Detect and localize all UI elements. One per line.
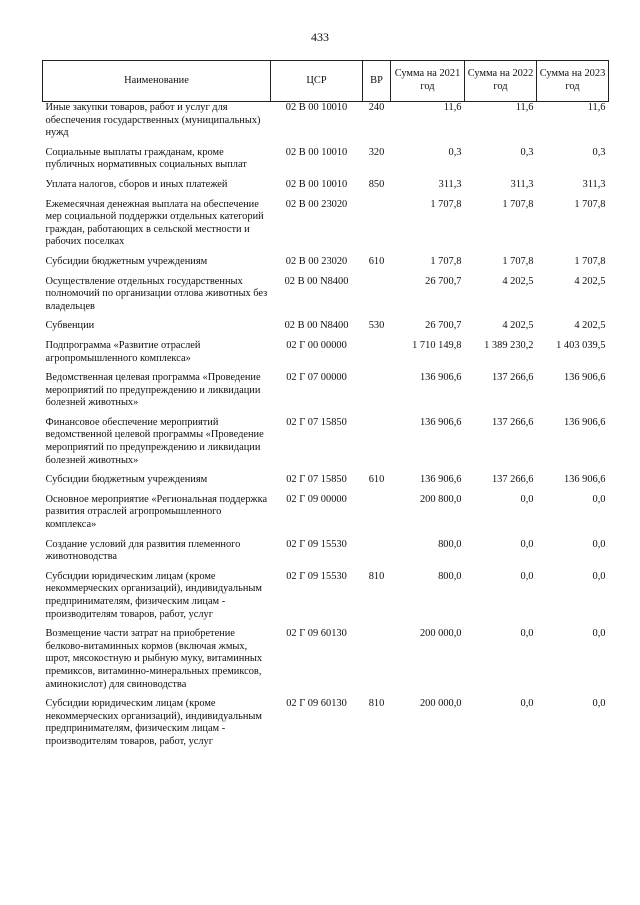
row-sum-2022: 0,0: [520, 538, 534, 550]
row-sum-2021: 200 000,0: [419, 698, 462, 710]
row-sum-2022: 11,6: [515, 102, 534, 113]
table-row: [43, 320, 609, 340]
row-name: Возмещение части затрат на приобретение белково-витаминных кормов (включая жмых, шрот, мясокостную и рыбную муку, витаминных премиксов, витаминно-минеральных премиксов, аминокислот) для свиноводства: [45, 628, 263, 690]
row-sum-2023: 136 906,6: [563, 372, 606, 384]
row-sum-2023: 0,0: [592, 698, 606, 710]
row-sum-2023: 0,0: [592, 493, 606, 505]
header-sum-2023: Сумма на 2023 год: [537, 61, 609, 102]
row-sum-2023: 4 202,5: [574, 320, 606, 332]
row-sum-2023: 11,6: [587, 102, 606, 113]
row-name: Осуществление отдельных государственных полномочий по организации отлова животных без владельцев: [45, 275, 268, 312]
row-vr: [363, 417, 391, 474]
row-sum-2021: 136 906,6: [419, 372, 462, 384]
table-row: [43, 179, 609, 199]
row-sum-2023: 136 906,6: [563, 416, 606, 428]
row-vr: 240: [368, 102, 385, 113]
row-name: Уплата налогов, сборов и иных платежей: [45, 178, 228, 190]
table-row: [43, 628, 609, 698]
header-csr: ЦСР: [271, 61, 363, 102]
row-sum-2022: 1 389 230,2: [484, 339, 534, 351]
row-sum-2021: 26 700,7: [425, 275, 462, 287]
table-row: [43, 372, 609, 417]
row-name: Финансовое обеспечение мероприятий ведомственной целевой программы «Проведение мероприятий по предупреждению и ликвидации болезней животных»: [45, 416, 264, 466]
row-vr: [363, 199, 391, 256]
row-name: Субсидии бюджетным учреждениям: [45, 474, 208, 486]
row-sum-2022: 137 266,6: [491, 416, 534, 428]
row-name: Субсидии юридическим лицам (кроме некоммерческих организаций), индивидуальным предпринимателям, физическим лицам - производителям товаров, работ, услуг: [45, 698, 262, 747]
row-vr: 810: [368, 570, 385, 582]
row-sum-2023: 311,3: [582, 178, 606, 190]
row-vr: [363, 539, 391, 571]
row-name: Ежемесячная денежная выплата на обеспечение мер социальной поддержки отдельных категорий граждан, работающих в сельской местности и рабочих поселках: [45, 198, 264, 248]
row-name: Социальные выплаты гражданам, кроме публичных нормативных социальных выплат: [45, 146, 247, 171]
row-csr: 02 Г 09 00000: [286, 493, 347, 505]
table-row: [43, 494, 609, 539]
row-sum-2021: 800,0: [438, 570, 462, 582]
row-csr: 02 В 00 N8400: [284, 320, 349, 332]
row-vr: [363, 276, 391, 321]
row-sum-2022: 4 202,5: [502, 320, 534, 332]
row-csr: 02 Г 07 15850: [286, 474, 347, 486]
row-csr: 02 В 00 23020: [285, 198, 348, 210]
row-csr: 02 Г 09 60130: [286, 698, 347, 710]
table-row: [43, 256, 609, 276]
row-sum-2022: 0,0: [520, 628, 534, 640]
row-vr: 610: [368, 255, 385, 267]
row-sum-2023: 0,3: [592, 146, 606, 158]
row-name: Основное мероприятие «Региональная поддержка развития отраслей агропромышленного комплекса»: [45, 493, 268, 531]
row-sum-2021: 136 906,6: [419, 416, 462, 428]
header-sum-2021: Сумма на 2021 год: [391, 61, 465, 102]
row-name: Ведомственная целевая программа «Проведение мероприятий по предупреждению и ликвидации болезней животных»: [45, 372, 261, 409]
header-vr: ВР: [363, 61, 391, 102]
table-row: [43, 276, 609, 321]
row-vr: 530: [368, 320, 385, 332]
row-sum-2022: 4 202,5: [502, 275, 534, 287]
row-sum-2022: 0,0: [520, 570, 534, 582]
row-sum-2023: 1 707,8: [574, 255, 606, 267]
table-row: [43, 698, 609, 755]
row-name: Субсидии бюджетным учреждениям: [45, 255, 208, 267]
row-sum-2022: 1 707,8: [502, 255, 534, 267]
row-vr: [363, 628, 391, 698]
row-csr: 02 В 00 23020: [285, 255, 348, 267]
row-sum-2021: 11,6: [443, 102, 462, 113]
row-sum-2022: 0,0: [520, 493, 534, 505]
row-csr: 02 Г 09 60130: [286, 628, 347, 640]
table-row: [43, 571, 609, 628]
row-csr: 02 Г 07 15850: [286, 416, 347, 428]
row-csr: 02 Г 07 00000: [286, 372, 347, 384]
row-sum-2021: 200 800,0: [419, 493, 462, 505]
header-sum-2022: Сумма на 2022 год: [465, 61, 537, 102]
row-name: Создание условий для развития племенного животноводства: [45, 538, 241, 563]
row-vr: 320: [368, 146, 385, 158]
row-sum-2023: 1 707,8: [574, 198, 606, 210]
row-csr: 02 В 00 10010: [285, 146, 348, 158]
row-sum-2021: 200 000,0: [419, 628, 462, 640]
row-sum-2021: 311,3: [438, 178, 462, 190]
row-sum-2021: 26 700,7: [425, 320, 462, 332]
table-header-row: [43, 61, 609, 102]
table-row: [43, 147, 609, 179]
row-vr: 850: [368, 178, 385, 190]
table-row: [43, 539, 609, 571]
row-name: Субвенции: [45, 320, 95, 332]
row-sum-2021: 1 707,8: [430, 255, 462, 267]
row-sum-2021: 1 707,8: [430, 198, 462, 210]
row-name: Подпрограмма «Развитие отраслей агропромышленного комплекса»: [45, 339, 201, 364]
row-csr: 02 В 00 10010: [285, 102, 348, 113]
table-row: [43, 474, 609, 494]
row-sum-2022: 0,0: [520, 698, 534, 710]
row-csr: 02 Г 09 15530: [286, 570, 347, 582]
row-sum-2022: 137 266,6: [491, 474, 534, 486]
row-sum-2022: 311,3: [510, 178, 534, 190]
budget-table: [42, 60, 609, 756]
table-row: [43, 199, 609, 256]
row-csr: 02 Г 09 15530: [286, 538, 347, 550]
row-sum-2021: 1 710 149,8: [412, 339, 462, 351]
row-sum-2023: 0,0: [592, 538, 606, 550]
row-sum-2022: 0,3: [520, 146, 534, 158]
row-sum-2023: 0,0: [592, 628, 606, 640]
row-name: Иные закупки товаров, работ и услуг для обеспечения государственных (муниципальных) нужд: [45, 102, 261, 139]
row-sum-2021: 800,0: [438, 538, 462, 550]
row-sum-2023: 4 202,5: [574, 275, 606, 287]
row-sum-2021: 136 906,6: [419, 474, 462, 486]
row-sum-2023: 0,0: [592, 570, 606, 582]
row-vr: 610: [368, 474, 385, 486]
row-vr: [363, 340, 391, 372]
row-vr: [363, 494, 391, 539]
row-sum-2022: 137 266,6: [491, 372, 534, 384]
header-name: Наименование: [43, 61, 271, 102]
row-name: Субсидии юридическим лицам (кроме некоммерческих организаций), индивидуальным предпринимателям, физическим лицам - производителям товаров, работ, услуг: [45, 570, 262, 620]
row-vr: [363, 372, 391, 417]
row-csr: 02 В 00 10010: [285, 178, 348, 190]
row-sum-2023: 1 403 039,5: [556, 339, 606, 351]
row-csr: 02 Г 00 00000: [286, 339, 347, 351]
row-sum-2022: 1 707,8: [502, 198, 534, 210]
row-csr: 02 В 00 N8400: [284, 275, 349, 287]
row-sum-2021: 0,3: [448, 146, 462, 158]
row-vr: 810: [368, 698, 385, 710]
table-row: [43, 417, 609, 474]
row-sum-2023: 136 906,6: [563, 474, 606, 486]
table-row: [43, 102, 609, 147]
page-number: 433: [311, 30, 329, 44]
table-row: [43, 340, 609, 372]
